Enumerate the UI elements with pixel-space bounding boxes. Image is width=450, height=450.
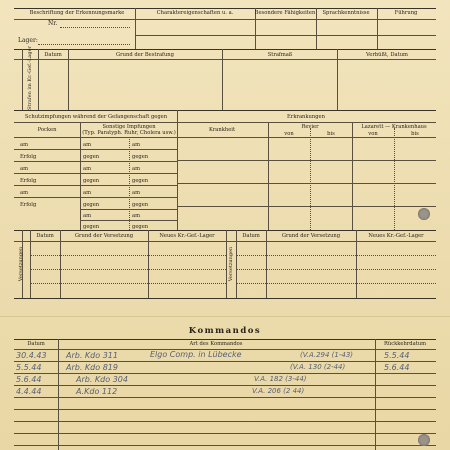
impfungen-pocken: Pocken — [37, 127, 57, 133]
versetzungen-side-label-right: Versetzungen — [228, 246, 234, 282]
kommandos-title: Kommandos — [188, 326, 262, 336]
header-special-skills: Besondere Fähigkeiten — [254, 10, 316, 16]
erkrankungen-col-lazarett: Lazarett — Krankenhaus — [361, 124, 427, 130]
pocken-row-am-2: am — [20, 166, 29, 172]
kommando-1-ref: (V.A.294 (1-43) — [300, 351, 354, 359]
sonstige-am-1: am — [83, 142, 92, 148]
sonstige-gegen-8: gegen — [132, 224, 149, 230]
kommando-2-art: Arb. Kdo 819 — [66, 363, 118, 372]
impfungen-header: Schutzimpfungen während der Gefangenschaft gegen — [24, 114, 168, 120]
kommando-1-art: Arb. Kdo 311 — [66, 351, 118, 360]
revier-von: von — [284, 131, 294, 137]
kommando-3-ref: V.A. 182 (3-44) — [254, 375, 307, 383]
pocken-row-erfolg-2: Erfolg — [20, 178, 37, 184]
kommando-2-datum: 5.5.44 — [16, 363, 42, 372]
kommandos-col-art: Art des Kommandos — [189, 341, 243, 347]
revier-bis: bis — [327, 131, 335, 137]
versetzungen-col-datum-right: Datum — [242, 233, 260, 239]
versetzungen-col-datum-left: Datum — [36, 233, 54, 239]
sonstige-gegen-7: gegen — [132, 202, 149, 208]
erkrankungen-col-revier: Revier — [301, 124, 319, 130]
kommandos-col-rueckkehr: Rückkehrdatum — [383, 341, 427, 347]
versetzungen-col-grund-right: Grund der Versetzung — [281, 233, 341, 239]
header-language-skills: Sprachkenntnisse — [322, 10, 370, 16]
pocken-row-am-1: am — [20, 142, 29, 148]
lazarett-bis: bis — [411, 131, 419, 137]
sonstige-gegen-1: gegen — [83, 154, 100, 160]
sonstige-gegen-3: gegen — [83, 202, 100, 208]
strafen-col-strafmass: Strafmaß — [267, 52, 293, 58]
header-identification-tag: Beschriftung der Erkennungsmarke — [29, 10, 125, 16]
strafen-col-grund: Grund der Bestrafung — [116, 52, 174, 58]
nr-label: Nr. — [48, 20, 58, 27]
sonstige-am-5: am — [132, 142, 141, 148]
versetzungen-col-neues-right: Neues Kr.-Gef.-Lager — [368, 233, 424, 239]
lager-label: Lager: — [18, 37, 38, 44]
strafen-col-datum: Datum — [44, 52, 62, 58]
impfungen-sonstige: Sonstige Impfungen — [102, 124, 156, 130]
sonstige-am-4: am — [83, 213, 92, 219]
lazarett-von: von — [368, 131, 378, 137]
kommando-1-rueck: 5.5.44 — [384, 351, 410, 360]
punch-hole-lower — [418, 434, 430, 446]
pocken-row-am-3: am — [20, 190, 29, 196]
kommando-1-datum: 30.4.43 — [16, 351, 47, 360]
kommando-2-ref: (V.A. 130 (2-44) — [290, 363, 346, 371]
sonstige-gegen-2: gegen — [83, 178, 100, 184]
kommando-3-art: Arb. Kdo 304 — [76, 375, 128, 384]
sonstige-gegen-5: gegen — [132, 154, 149, 160]
header-character-traits: Charaktereigenschaften u. a. — [156, 10, 234, 16]
strafen-side-label: Strafen im Kr.-Gef.-Lager — [27, 46, 33, 110]
kommando-4-datum: 4.4.44 — [16, 387, 42, 396]
kommando-4-art: A.Kdo 112 — [76, 387, 118, 396]
sonstige-am-6: am — [132, 166, 141, 172]
erkrankungen-header: Erkrankungen — [287, 114, 325, 120]
fold-line — [0, 316, 450, 317]
kommando-1-extra: Elgo Comp. in Lübecke — [150, 350, 242, 359]
sonstige-am-2: am — [83, 166, 92, 172]
kommandos-col-datum: Datum — [27, 341, 45, 347]
kommando-4-ref: V.A. 206 (2 44) — [252, 387, 305, 395]
impfungen-sonstige-detail: (Typ. Paratyph. Ruhr, Cholera usw.) — [82, 130, 176, 136]
versetzungen-col-grund-left: Grund der Versetzung — [74, 233, 134, 239]
sonstige-am-8: am — [132, 213, 141, 219]
kommando-3-datum: 5.6.44 — [16, 375, 42, 384]
versetzungen-side-label-left: Versetzungen — [18, 246, 24, 282]
erkrankungen-col-krankheit: Krankheit — [208, 127, 236, 133]
punch-hole — [418, 208, 430, 220]
versetzungen-col-neues-left: Neues Kr.-Gef.-Lager — [159, 233, 215, 239]
strafen-col-verbuesst: Verbüßt, Datum — [366, 52, 408, 58]
pocken-row-erfolg-3: Erfolg — [20, 202, 37, 208]
sonstige-am-7: am — [132, 190, 141, 196]
sonstige-gegen-4: gegen — [83, 224, 100, 230]
kommando-2-rueck: 5.6.44 — [384, 363, 410, 372]
sonstige-gegen-6: gegen — [132, 178, 149, 184]
pocken-row-erfolg-1: Erfolg — [20, 154, 37, 160]
header-conduct: Führung — [394, 10, 418, 16]
sonstige-am-3: am — [83, 190, 92, 196]
